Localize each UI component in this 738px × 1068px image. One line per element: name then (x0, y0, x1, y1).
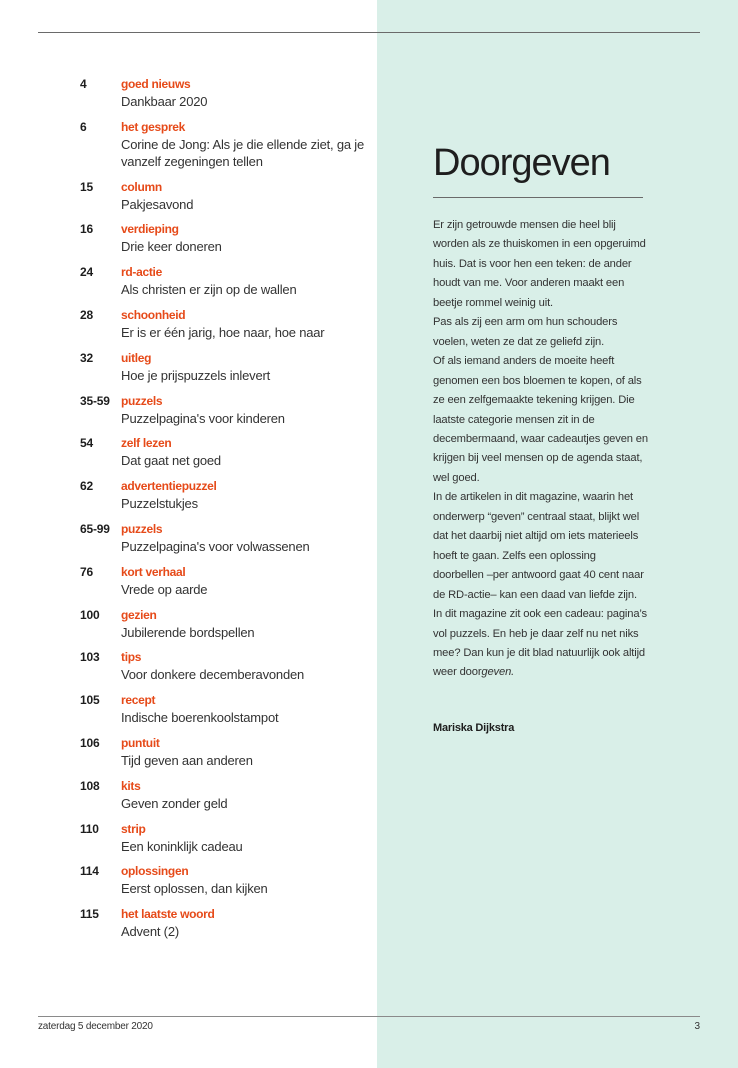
toc-category: advertentiepuzzel (121, 479, 217, 494)
toc-entry (80, 649, 370, 683)
toc-category: strip (121, 821, 146, 836)
toc-entry (80, 350, 370, 384)
toc-text (121, 478, 370, 512)
footer-page-number: 3 (694, 1021, 700, 1032)
editorial-paragraph: Of als iemand anders de moeite heeft genomen een bos bloemen te kopen, of als ze een zelfgemaakte tekening krijgen. Die laatste categorie mensen zit in de decembermaand, waar cadeautjes geven en krijgen bij veel mensen op de agenda staat, wel goed. (433, 355, 648, 484)
toc-entry (80, 478, 370, 512)
toc-page-number: 100 (80, 607, 100, 622)
editorial-title: Doorgeven (433, 142, 610, 184)
editorial-paragraph-text: In dit magazine zit ook een cadeau: pagina’s vol puzzels. En heb je daar zelf nu net niks mee? Dan kun je dit blad natuurlijk ook altijd weer door (433, 608, 647, 679)
toc-page-number: 16 (80, 222, 93, 237)
toc-title: Er is er één jarig, hoe naar, hoe naar (121, 324, 325, 340)
toc-text (121, 307, 370, 341)
toc-category: puntuit (121, 735, 160, 750)
toc-page-number: 35-59 (80, 393, 110, 408)
toc-entry (80, 863, 370, 897)
table-of-contents (80, 76, 370, 949)
toc-page-number: 76 (80, 564, 93, 579)
toc-entry (80, 179, 370, 213)
bottom-rule (38, 1016, 700, 1017)
toc-title: Eerst oplossen, dan kijken (121, 881, 268, 897)
toc-category: goed nieuws (121, 77, 191, 91)
toc-entry (80, 393, 370, 427)
toc-page-number: 32 (80, 350, 93, 365)
toc-page-number: 108 (80, 778, 100, 793)
toc-text (121, 179, 370, 213)
toc-title: Puzzelstukjes (121, 496, 198, 512)
toc-entry (80, 735, 370, 769)
toc-page-number: 24 (80, 265, 93, 280)
toc-text (121, 649, 370, 683)
toc-category: tips (121, 650, 142, 665)
toc-title: Voor donkere decemberavonden (121, 667, 305, 683)
footer-date: zaterdag 5 december 2020 (38, 1021, 153, 1032)
editorial-paragraph: Er zijn getrouwde mensen die heel blij worden als ze thuiskomen in een opgeruimd huis. Dat is voor hen een teken: de ander houdt van me. Voor anderen maakt een beetje rommel weinig uit. (433, 219, 646, 309)
toc-page-number: 110 (80, 821, 99, 836)
toc-text (121, 607, 370, 641)
editorial-paragraph: In de artikelen in dit magazine, waarin het onderwerp “geven” centraal staat, blijkt wel dat het daarbij niet altijd om iets materieels hoeft te gaan. Zelfs een oplossing doorbellen –per antwoord gaat 40 cent naar de RD-actie– kan een daad van liefde zijn. (433, 491, 644, 601)
toc-title: Dat gaat net goed (121, 453, 221, 469)
toc-category: puzzels (121, 521, 163, 536)
toc-title: Tijd geven aan anderen (121, 752, 253, 768)
toc-text (121, 119, 370, 170)
toc-title: Drie keer doneren (121, 239, 222, 255)
toc-entry (80, 76, 370, 110)
editorial-paragraph-last (433, 605, 648, 683)
toc-entry (80, 521, 370, 555)
toc-title: Puzzelpagina's voor volwassenen (121, 538, 310, 554)
toc-title: Als christen er zijn op de wallen (121, 282, 297, 298)
toc-title: Dankbaar 2020 (121, 94, 208, 109)
toc-title: Jubilerende bordspellen (121, 624, 255, 640)
toc-category: zelf lezen (121, 436, 172, 451)
toc-title: Een koninklijk cadeau (121, 838, 243, 854)
toc-title: Puzzelpagina's voor kinderen (121, 410, 285, 426)
toc-page-number: 62 (80, 479, 93, 494)
toc-entry (80, 119, 370, 170)
toc-entry (80, 778, 370, 812)
toc-title: Hoe je prijspuzzels inlevert (121, 367, 271, 383)
toc-category: kits (121, 778, 141, 793)
toc-entry (80, 221, 370, 255)
toc-text (121, 393, 370, 427)
toc-text (121, 521, 370, 555)
toc-page-number: 15 (80, 179, 93, 194)
toc-category: column (121, 179, 162, 194)
toc-text (121, 778, 370, 812)
toc-title: Pakjesavond (121, 196, 194, 212)
toc-page-number: 6 (80, 119, 87, 134)
toc-text (121, 735, 370, 769)
toc-category: gezien (121, 607, 157, 622)
toc-text (121, 692, 370, 726)
toc-page-number: 4 (80, 77, 87, 91)
author-name: Mariska Dijkstra (433, 722, 515, 734)
toc-category: oplossingen (121, 864, 189, 879)
toc-page-number: 103 (80, 650, 100, 665)
toc-category: verdieping (121, 222, 179, 237)
toc-category: het gesprek (121, 119, 186, 134)
toc-page-number: 115 (80, 907, 99, 922)
toc-page-number: 114 (80, 864, 99, 879)
toc-entry (80, 264, 370, 298)
toc-entry (80, 821, 370, 855)
toc-text (121, 264, 370, 298)
toc-text (121, 350, 370, 384)
toc-entry (80, 692, 370, 726)
toc-text (121, 564, 370, 598)
toc-entry (80, 435, 370, 469)
toc-title: Geven zonder geld (121, 795, 228, 811)
toc-title: Advent (2) (121, 924, 179, 940)
toc-title: Corine de Jong: Als je die ellende ziet, ga je vanzelf zegeningen tellen (121, 136, 365, 169)
toc-page-number: 106 (80, 735, 100, 750)
toc-text (121, 863, 370, 897)
toc-entry (80, 906, 370, 940)
toc-title: Vrede op aarde (121, 581, 208, 597)
toc-category: schoonheid (121, 307, 186, 322)
toc-page-number: 105 (80, 693, 100, 708)
toc-page-number: 28 (80, 307, 93, 322)
toc-category: rd-actie (121, 265, 162, 280)
toc-text (121, 76, 370, 110)
toc-category: recept (121, 693, 156, 708)
toc-category: het laatste woord (121, 907, 215, 922)
toc-title: Indische boerenkoolstampot (121, 710, 279, 726)
toc-category: puzzels (121, 393, 163, 408)
toc-text (121, 435, 370, 469)
toc-category: uitleg (121, 350, 152, 365)
toc-entry (80, 564, 370, 598)
toc-page-number: 65-99 (80, 521, 110, 536)
editorial-body (433, 216, 648, 683)
toc-text (121, 906, 370, 940)
editorial-closing-italic: geven. (481, 666, 515, 679)
toc-page-number: 54 (80, 436, 93, 451)
top-rule (38, 32, 700, 33)
toc-category: kort verhaal (121, 564, 186, 579)
toc-entry (80, 607, 370, 641)
title-rule (433, 197, 643, 198)
editorial-paragraph: Pas als zij een arm om hun schouders voelen, weten ze dat ze geliefd zijn. (433, 316, 618, 348)
toc-text (121, 221, 370, 255)
toc-entry (80, 307, 370, 341)
toc-text (121, 821, 370, 855)
